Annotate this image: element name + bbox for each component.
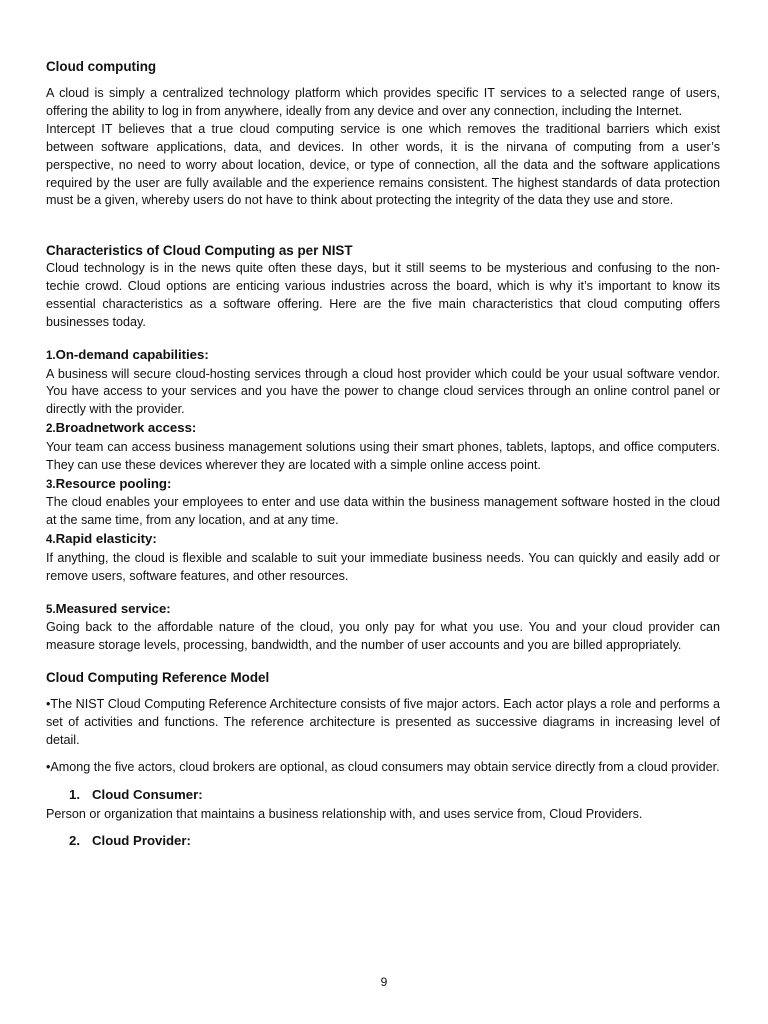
actor-number: 1. [69,786,80,802]
paragraph-characteristics-intro: Cloud technology is in the news quite often these days, but it still seems to be mysterious and confusing to the non-techie crowd. Cloud options are enticing various industries across the board, which is why it’s important to know its essential characteristics as a software offering. Here are the five main characteristics that cloud computing offers businesses today. [46,261,720,330]
bullet-paragraph-architecture: •The NIST Cloud Computing Reference Architecture consists of five major actors. Each actor plays a role and performs a set of activities and functions. The reference architecture is presented as successive diagrams in increasing level of detail. [46,696,720,747]
characteristic-number: 3. [46,478,56,491]
document-page [46,58,720,852]
characteristic-heading-5 [46,600,720,620]
characteristic-text-5: Going back to the affordable nature of the cloud, you only pay for what you use. You and your cloud provider can measure storage levels, processing, bandwidth, and the number of user accounts and you are billed appropriately. [46,620,720,652]
actor-title: Cloud Provider: [92,833,191,849]
actor-heading-cloud-consumer [46,786,720,804]
characteristic-text-4: If anything, the cloud is flexible and scalable to suit your immediate business needs. You can quickly and easily add or remove users, software features, and other resources. [46,550,720,583]
bullet-paragraph-brokers: •Among the five actors, cloud brokers are optional, as cloud consumers may obtain service directly from a cloud provider. [46,759,720,774]
characteristic-number: 2. [46,423,56,436]
characteristic-heading-3 [46,475,720,495]
section-heading-reference-model: Cloud Computing Reference Model [46,669,270,685]
section-heading-nist-characteristics: Characteristics of Cloud Computing as per NIST [46,243,353,259]
characteristic-text-2: Your team can access business management solutions using their smart phones, tablets, laptops, and office computers. They can use these devices wherever they are located with a simple online access point. [46,439,720,472]
actor-text-cloud-consumer: Person or organization that maintains a business relationship with, and uses service from, Cloud Providers. [46,806,643,821]
paragraph-cloud-definition: A cloud is simply a centralized technology platform which provides specific IT services to a selected range of users, offering the ability to log in from anywhere, ideally from any device and over any connection, including the Internet. [46,86,720,118]
characteristic-title: Rapid elasticity: [55,531,157,547]
characteristic-number: 5. [46,603,56,616]
characteristic-number: 4. [46,534,56,547]
characteristic-heading-2 [46,419,720,439]
characteristic-text-3: The cloud enables your employees to enter and use data within the business management software hosted in the cloud at the same time, from any location, and at any time. [46,495,720,528]
characteristic-number: 1. [46,349,56,362]
section-heading-cloud-computing: Cloud computing [46,59,157,74]
characteristic-text-1: A business will secure cloud-hosting services through a cloud host provider which could be your usual software vendor. You have access to your services and you have the power to change cloud services through an online control panel or directly with the provider. [46,366,720,417]
characteristic-heading-1 [46,346,720,366]
characteristic-title: On-demand capabilities: [55,346,209,362]
characteristic-title: Broadnetwork access: [55,420,197,436]
characteristic-title: Resource pooling: [55,475,172,491]
paragraph-intercept-it: Intercept IT believes that a true cloud computing service is one which removes the traditional barriers which exist between software applications, data, and devices. In other words, it is the nirvana of computing from a user’s perspective, no need to worry about location, device, or type of connection, all the data and the software applications required by the user are fully available and the experience remains consistent. The highest standards of data protection must be a given, whereby users do not have to think about protecting the integrity of the data they use and store. [46,121,720,208]
characteristic-title: Measured service: [55,600,171,616]
page-number: 9 [380,975,388,989]
actor-heading-cloud-provider [46,832,720,850]
characteristic-heading-4 [46,530,720,550]
actor-title: Cloud Consumer: [92,786,203,802]
actor-number: 2. [69,833,80,849]
